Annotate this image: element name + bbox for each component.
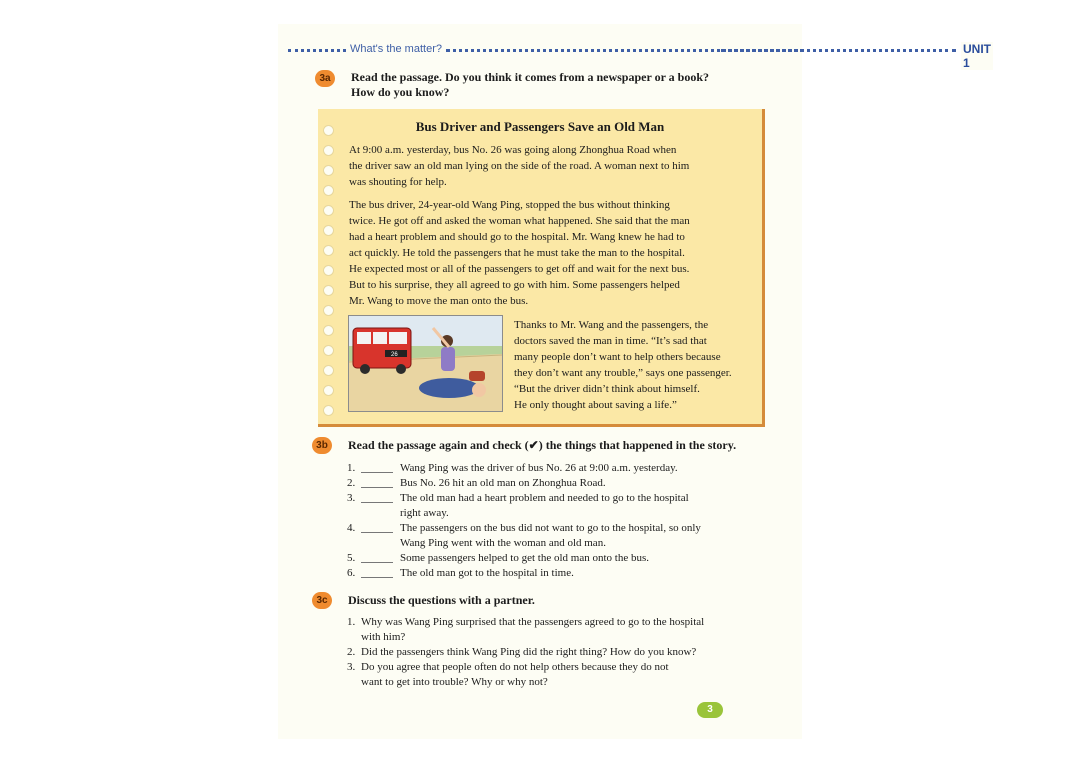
item-text: The passengers on the bus did not want to go to the hospital, so only	[400, 522, 701, 534]
header-dots-middle	[446, 49, 956, 52]
text-line: twice. He got off and asked the woman what happened. She said that the man	[349, 215, 690, 227]
instruction-line: How do you know?	[351, 85, 450, 99]
check-blank[interactable]	[361, 502, 393, 503]
item-number: 2.	[347, 646, 356, 658]
item-text: Wang Ping went with the woman and old man.	[400, 537, 606, 549]
bus-accident-illustration	[349, 316, 502, 411]
item-text: The old man got to the hospital in time.	[400, 567, 574, 579]
hole	[323, 305, 334, 316]
item-number: 3.	[347, 492, 356, 504]
story-paragraph-1	[349, 142, 689, 190]
hole	[323, 385, 334, 396]
bus-route-number: 26	[391, 352, 398, 358]
section-3a-instruction	[351, 70, 709, 100]
story-paragraph-3	[514, 317, 732, 413]
hole	[323, 405, 334, 416]
item-number: 1.	[347, 616, 356, 628]
page-number: 3	[697, 702, 723, 718]
text-line: the driver saw an old man lying on the side of the road. A woman next to him	[349, 160, 690, 172]
header-dots-right	[721, 49, 803, 52]
text-line: At 9:00 a.m. yesterday, bus No. 26 was going along Zhonghua Road when	[349, 144, 677, 156]
item-text: right away.	[400, 507, 449, 519]
hole	[323, 145, 334, 156]
item-number: 4.	[347, 522, 356, 534]
section-3c-badge: 3c	[312, 592, 332, 609]
text-line: Mr. Wang to move the man onto the bus.	[349, 295, 529, 307]
text-line: Thanks to Mr. Wang and the passengers, the	[514, 319, 709, 331]
section-3c-instruction: Discuss the questions with a partner.	[348, 593, 535, 607]
hole	[323, 365, 334, 376]
text-line: many people don’t want to help others because	[514, 351, 721, 363]
item-text: Some passengers helped to get the old man onto the bus.	[400, 552, 649, 564]
check-blank[interactable]	[361, 562, 393, 563]
running-header	[288, 42, 991, 70]
item-number: 6.	[347, 567, 356, 579]
header-title: What's the matter?	[350, 43, 442, 55]
text-line: But to his surprise, they all agreed to go with him. Some passengers helped	[349, 279, 680, 291]
item-text: The old man had a heart problem and needed to go to the hospital	[400, 492, 689, 504]
text-line: they don’t want any trouble,” says one passenger.	[514, 367, 732, 379]
item-number: 1.	[347, 462, 356, 474]
text-line: had a heart problem and should go to the hospital. Mr. Wang knew he had to	[349, 231, 685, 243]
hole	[323, 205, 334, 216]
hole	[323, 345, 334, 356]
section-3b-badge: 3b	[312, 437, 332, 454]
hole	[323, 165, 334, 176]
hole	[323, 265, 334, 276]
item-number: 5.	[347, 552, 356, 564]
text-line: He only thought about saving a life.”	[514, 399, 677, 411]
section-3b-instruction: Read the passage again and check (✔) the things that happened in the story.	[348, 438, 737, 452]
story-illustration	[348, 315, 503, 412]
story-box	[318, 109, 765, 427]
hole	[323, 225, 334, 236]
text-line: was shouting for help.	[349, 176, 447, 188]
notebook-holes	[318, 109, 346, 424]
story-paragraph-2	[349, 197, 690, 309]
item-text: Do you agree that people often do not help others because they do not	[361, 661, 669, 673]
section-3a-badge: 3a	[315, 70, 335, 87]
instruction-line: Read the passage. Do you think it comes from a newspaper or a book?	[351, 70, 710, 84]
hole	[323, 185, 334, 196]
text-line: act quickly. He told the passengers that he must take the man to the hospital.	[349, 247, 685, 259]
item-number: 2.	[347, 477, 356, 489]
check-blank[interactable]	[361, 577, 393, 578]
hole	[323, 285, 334, 296]
check-blank[interactable]	[361, 532, 393, 533]
header-dots-left	[288, 49, 346, 52]
item-text: with him?	[361, 631, 406, 643]
item-text: Did the passengers think Wang Ping did the right thing? How do you know?	[361, 646, 697, 658]
hole	[323, 325, 334, 336]
item-text: want to get into trouble? Why or why not?	[361, 676, 548, 688]
text-line: doctors saved the man in time. “It’s sad that	[514, 335, 707, 347]
header-unit: UNIT 1	[963, 42, 991, 70]
story-title: Bus Driver and Passengers Save an Old Man	[415, 119, 665, 134]
text-line: “But the driver didn’t think about himself.	[514, 383, 700, 395]
item-text: Wang Ping was the driver of bus No. 26 at 9:00 a.m. yesterday.	[400, 462, 678, 474]
check-blank[interactable]	[361, 487, 393, 488]
text-line: The bus driver, 24-year-old Wang Ping, stopped the bus without thinking	[349, 199, 670, 211]
hole	[323, 245, 334, 256]
check-blank[interactable]	[361, 472, 393, 473]
item-text: Bus No. 26 hit an old man on Zhonghua Road.	[400, 477, 606, 489]
text-line: He expected most or all of the passengers to get off and wait for the next bus.	[349, 263, 690, 275]
item-number: 3.	[347, 661, 356, 673]
item-text: Why was Wang Ping surprised that the passengers agreed to go to the hospital	[361, 616, 705, 628]
